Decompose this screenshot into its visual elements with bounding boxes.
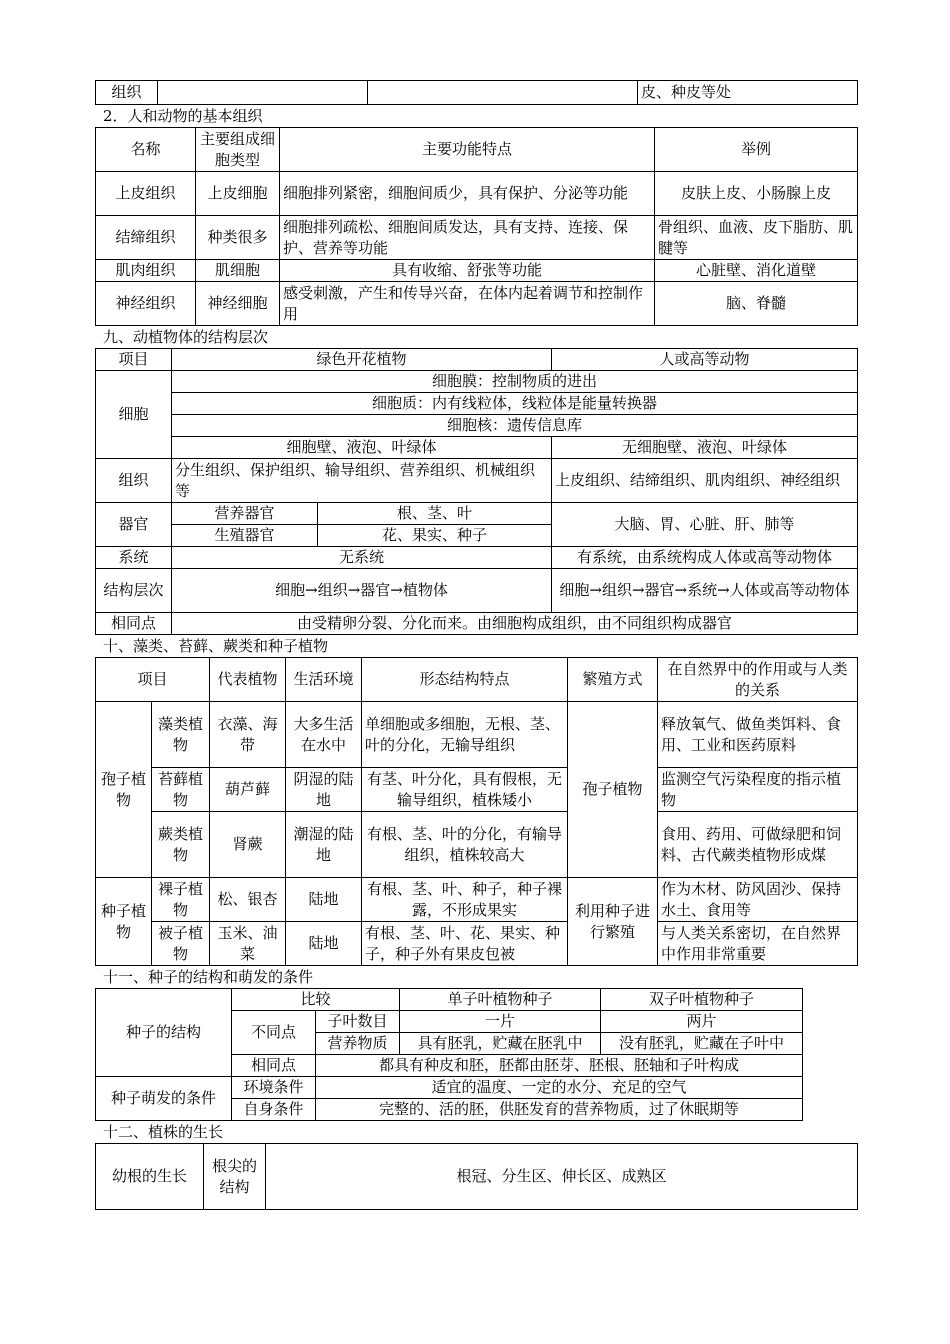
table-cell: 皮、种皮等处 [638,81,858,105]
table-cell: 被子植物 [152,922,210,966]
section-title: 2．人和动物的基本组织 [103,107,263,125]
row-label: 相同点 [232,1055,316,1077]
table-cell: 细胞排列疏松、细胞间质发达，具有支持、连接、保护、营养等功能 [280,216,655,260]
row-label: 细胞 [96,371,172,459]
row-label: 结构层次 [96,569,172,613]
header-cell: 生活环境 [286,658,362,702]
table-cell: 陆地 [286,922,362,966]
row-label: 系统 [96,547,172,569]
header-cell: 名称 [96,128,196,172]
table-cell [368,81,638,105]
table-cell: 无系统 [172,547,552,569]
table-cell: 营养器官 [172,503,318,525]
section-title: 十一、种子的结构和萌发的条件 [103,968,314,986]
table-cell: 环境条件 [232,1077,316,1099]
table-cell: 骨组织、血液、皮下脂肪、肌腱等 [655,216,858,260]
table-cell: 有根、茎、叶、种子，种子裸露，不形成果实 [362,878,568,922]
plant-groups-table [95,657,858,966]
table-cell: 肌肉组织 [96,260,196,282]
header-cell: 单子叶植物种子 [400,989,601,1011]
structure-level-table [95,348,858,635]
header-cell: 人或高等动物 [552,349,858,371]
table-cell: 蕨类植物 [152,812,210,878]
table-cell: 种类很多 [196,216,280,260]
table-cell: 孢子植物 [568,702,658,878]
table-cell: 有茎、叶分化，具有假根，无输导组织，植株矮小 [362,768,568,812]
section-title: 九、动植物体的结构层次 [103,328,269,346]
table-cell: 有根、茎、叶、花、果实、种子，种子外有果皮包被 [362,922,568,966]
table-cell: 藻类植物 [152,702,210,768]
table-cell: 一片 [400,1011,601,1033]
animal-tissue-table [95,127,858,326]
row-label: 不同点 [232,1011,316,1055]
table-cell: 两片 [601,1011,803,1033]
table-cell: 裸子植物 [152,878,210,922]
table-cell: 都具有种皮和胚，胚都由胚芽、胚根、胚轴和子叶构成 [316,1055,803,1077]
table-cell: 与人类关系密切，在自然界中作用非常重要 [658,922,858,966]
table-cell: 适宜的温度、一定的水分、充足的空气 [316,1077,803,1099]
table-cell: 葫芦藓 [210,768,286,812]
table-cell: 有系统，由系统构成人体或高等动物体 [552,547,858,569]
table-cell: 完整的、活的胚，供胚发育的营养物质，过了休眠期等 [316,1099,803,1121]
table-cell: 具有胚乳，贮藏在胚乳中 [400,1033,601,1055]
header-cell: 主要功能特点 [280,128,655,172]
table-cell: 阴湿的陆地 [286,768,362,812]
table-cell: 细胞→组织→器官→系统→人体或高等动物体 [552,569,858,613]
seed-table [95,988,803,1121]
table-cell: 松、银杏 [210,878,286,922]
table-cell: 肌细胞 [196,260,280,282]
table-cell: 上皮组织 [96,172,196,216]
table-cell: 生殖器官 [172,525,318,547]
document-page [95,80,857,1210]
table-cell: 玉米、油菜 [210,922,286,966]
header-cell: 主要组成细胞类型 [196,128,280,172]
row-label: 器官 [96,503,172,547]
table-cell: 陆地 [286,878,362,922]
row-label: 种子的结构 [96,989,232,1077]
table-cell: 有根、茎、叶的分化，有输导组织，植株较高大 [362,812,568,878]
table-cell: 具有收缩、舒张等功能 [280,260,655,282]
table-cell: 根尖的结构 [204,1144,266,1210]
table-cell: 监测空气污染程度的指示植物 [658,768,858,812]
table-cell: 细胞→组织→器官→植物体 [172,569,552,613]
table-cell: 脑、脊髓 [655,282,858,326]
table-cell: 细胞质：内有线粒体，线粒体是能量转换器 [172,393,858,415]
table-cell: 花、果实、种子 [318,525,552,547]
table-cell: 神经细胞 [196,282,280,326]
table-cell: 皮肤上皮、小肠腺上皮 [655,172,858,216]
table-cell: 上皮细胞 [196,172,280,216]
section-title: 十、藻类、苔藓、蕨类和种子植物 [103,637,329,655]
table-cell: 细胞壁、液泡、叶绿体 [172,437,552,459]
table-cell: 作为木材、防风固沙、保持水土、食用等 [658,878,858,922]
header-cell: 项目 [96,349,172,371]
table-cell [158,81,368,105]
table-cell: 释放氧气、做鱼类饵料、食用、工业和医药原料 [658,702,858,768]
table-cell: 大多生活在水中 [286,702,362,768]
table-cell: 衣藻、海带 [210,702,286,768]
header-cell: 举例 [655,128,858,172]
table-cell: 根冠、分生区、伸长区、成熟区 [266,1144,858,1210]
table-cell: 自身条件 [232,1099,316,1121]
table-cell: 单细胞或多细胞，无根、茎、叶的分化，无输导组织 [362,702,568,768]
table-cell: 子叶数目 [316,1011,400,1033]
table-cell: 营养物质 [316,1033,400,1055]
header-cell: 形态结构特点 [362,658,568,702]
table-cell: 由受精卵分裂、分化而来。由细胞构成组织，由不同组织构成器官 [172,613,858,635]
header-cell: 比较 [232,989,400,1011]
table-cell: 大脑、胃、心脏、肝、肺等 [552,503,858,547]
table-cell: 心脏壁、消化道壁 [655,260,858,282]
table-cell: 潮湿的陆地 [286,812,362,878]
header-cell: 繁殖方式 [568,658,658,702]
table-cell: 无细胞壁、液泡、叶绿体 [552,437,858,459]
row-label: 幼根的生长 [96,1144,204,1210]
table-cell: 分生组织、保护组织、输导组织、营养组织、机械组织等 [172,459,552,503]
tissue-table-continued [95,80,858,105]
header-cell: 双子叶植物种子 [601,989,803,1011]
table-cell: 神经组织 [96,282,196,326]
table-cell: 利用种子进行繁殖 [568,878,658,966]
row-label: 组织 [96,459,172,503]
row-label: 种子萌发的条件 [96,1077,232,1121]
table-cell: 结缔组织 [96,216,196,260]
table-cell: 感受刺激，产生和传导兴奋，在体内起着调节和控制作用 [280,282,655,326]
row-label: 相同点 [96,613,172,635]
table-cell: 没有胚乳，贮藏在子叶中 [601,1033,803,1055]
row-label: 孢子植物 [96,702,152,878]
table-cell: 食用、药用、可做绿肥和饲料、古代蕨类植物形成煤 [658,812,858,878]
table-cell: 苔藓植物 [152,768,210,812]
section-title: 十二、植株的生长 [103,1123,224,1141]
header-cell: 在自然界中的作用或与人类的关系 [658,658,858,702]
table-cell: 根、茎、叶 [318,503,552,525]
header-cell: 项目 [96,658,210,702]
table-cell: 细胞排列紧密，细胞间质少，具有保护、分泌等功能 [280,172,655,216]
table-cell: 细胞膜：控制物质的进出 [172,371,858,393]
row-label: 种子植物 [96,878,152,966]
growth-table [95,1143,858,1210]
table-cell: 肾蕨 [210,812,286,878]
header-cell: 绿色开花植物 [172,349,552,371]
table-cell: 上皮组织、结缔组织、肌肉组织、神经组织 [552,459,858,503]
header-cell: 代表植物 [210,658,286,702]
table-cell: 细胞核：遗传信息库 [172,415,858,437]
table-cell: 组织 [96,81,158,105]
